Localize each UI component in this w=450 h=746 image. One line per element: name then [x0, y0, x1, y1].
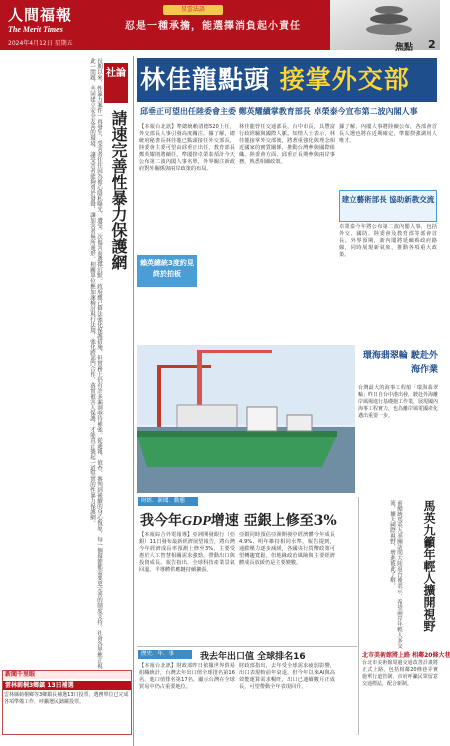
- story2-column-1: 【本報綜合外電報導】亞洲開發銀行（亞銀）11日發布最新經濟展望報告，將台灣今年經濟成長率預測上修至3%，主要受惠於人工智慧相關需求強勁，帶動出口與投資成長。報告指出，全球科技產業景氣回溫，半導體供應鏈持續擴張。: [139, 532, 235, 573]
- lead-column-2: 林佳龍曾任交通部長、台中市長，具豐富行政經驗與國際人脈。知情人士表示，林佳龍接掌外交部後，將著重強化與理念相近國家的實質關係，推動台灣參與國際組織。陸委會方面，邱垂正長期參與兩岸事務，熟悉相關政策。: [239, 124, 335, 165]
- story-divider: [137, 646, 357, 647]
- photo-caption-body: 台灣最大的海事工程船「環海翡翠輪」昨日自台中港出發，駛赴外海離岸風場進行基礎施工作業，展現國內海事工程實力，也為離岸風電國產化邁出重要一步。: [358, 385, 439, 419]
- news-brief-title: 雲林莿桐3鄉鎮 13日補選: [3, 681, 131, 690]
- photo-caption-title: 環海翡翠輪 駛赴外海作業: [362, 351, 438, 375]
- stones-photo: [330, 0, 440, 50]
- pull-quote-2: 建立藝術部長 協助新教交流: [339, 190, 437, 222]
- news-brief-header: 新聞千里眼: [3, 671, 131, 679]
- headline-part-1: 林佳龍點頭: [140, 65, 271, 94]
- pull-quote-1: 賴英總統3度約見 終於拍板: [137, 255, 197, 287]
- logo-chinese: 人間福報: [8, 6, 73, 24]
- editorial-body: 長期以來，性暴力案件一再發生，受害者往往因為擔心隱私曝光、遭受二次傷害而選擇沉默。政府雖已修法強化保護措施，但實務上仍有許多漏洞亟待補強。從通報、偵查、審判到後續的身心復原，每一個環節都需要更完善的制度支持。社會各界應正視此一問題，共同建立安全友善的環境，讓受害者能夠勇於發聲，讓加害者無所遁形。相關單位應加速檢討現行法規，強化跨部門合作，落實被害人保護，才能真正築起一道堅實的性暴力保護網。: [89, 58, 102, 669]
- page-number: 2: [428, 38, 436, 51]
- editorial-tag: 社論: [104, 63, 128, 103]
- story2-column-2: 亞銀同時預估亞洲開發中經濟體今年成長4.9%，明年維持相同水準。報告提到，通膨壓力逐步減緩，各國央行貨幣政策可望轉趨寬鬆，但地緣政治風險與主要經濟體成長放緩仍是主要變數。: [239, 532, 335, 566]
- story3-title: 我去年出口值 全球排名16: [200, 652, 306, 662]
- story2-tag: 財經．新聞．動態: [138, 497, 198, 506]
- story2-title: [140, 510, 337, 530]
- right-story-title: 馬英九籲年輕人擴開視野: [422, 500, 436, 632]
- lead-column-3: 據了解，內閣人事將陸續公布，各部會首長人選也將在近期確定，準閣揆強調用人唯才。: [339, 124, 437, 144]
- story3-column-2: 財政部指出，去年受全球需求疲弱影響，出口表現較前年衰退，但今年以來AI與高效能運算需求暢旺，出口已連續數月正成長，可望帶動全年表現回升。: [239, 663, 335, 690]
- column-divider: [133, 56, 134, 746]
- headline-part-2: 接掌外交部: [279, 65, 410, 94]
- newspaper-logo: [8, 4, 104, 38]
- logo-english: The Merit Times: [8, 25, 63, 34]
- lead-subhead: 邱垂正可望出任陸委會主委 鄭英耀續掌教育部長 卓榮泰今宣布第二波內閣人事: [140, 107, 418, 116]
- slogan: 忍是一種承擔，能選擇消負起小責任: [125, 21, 301, 32]
- editorial-title: 請速完善性暴力保護網: [109, 110, 128, 270]
- lead-column-3b: 卓榮泰今年將公布第二波內閣人事，包括外交、國防、陸委會及教育部等部會首長。外界預期，新內閣將延續蔡政府路線，同時展現新氣象，推動各項重大政策。: [339, 224, 437, 258]
- story2-title-b: 增速 亞銀上修至3%: [210, 513, 337, 529]
- ship-photo: [137, 345, 355, 493]
- issue-date: 2024年4月12日 星期五: [8, 40, 73, 47]
- right-sub-body: 台北市美術館周邊交通改善計畫將正式上路，包括相鄰20條巷弄實施單行道管制，市府呼籲民眾留意交通標誌，配合新制。: [362, 660, 438, 687]
- ship-illustration: [137, 345, 355, 493]
- slogan-tag: 星雲法語: [163, 5, 223, 15]
- news-brief-body: 雲林縣莿桐鄉等3鄉鎮長補選13日投票，選務單位已完成各項準備工作，呼籲選民踴躍投票。: [4, 692, 129, 705]
- story2-title-gdp: GDP: [182, 514, 211, 529]
- story2-title-a: 我今年: [140, 513, 182, 529]
- lead-column-1: 【本報台北訊】準總統賴清德520上任，外交部長人事引發高度關注。據了解，總統府秘書長林佳龍已點頭接任外交部長，陸委會主委可望由邱垂正出任，教育部長鄭英耀則將續任。準閣揆卓榮泰預計今天公布第二波內閣人事名單，外界關注新政府對外關係與兩岸政策的布局。: [139, 124, 235, 172]
- story3-tag: 歷史．年．事: [138, 650, 192, 659]
- right-story-body: 前總統馬英九率團訪問大陸返台後表示，希望兩岸年輕人多交流，擴大國際視野，增進彼此了解。: [389, 500, 402, 649]
- column-divider-right: [358, 497, 359, 735]
- lead-headline: [140, 60, 436, 96]
- right-sub-title: 北市美術館將上路 相鄰20條大巷: [362, 652, 450, 659]
- section-name: 焦點: [395, 43, 414, 53]
- story3-column-1: 【本報台北訊】財政部昨日依據世界貿易組織統計，台灣去年出口值全球排名第16名，進口值排名第17名，顯示台灣在全球貿易中仍占重要地位。: [139, 663, 235, 690]
